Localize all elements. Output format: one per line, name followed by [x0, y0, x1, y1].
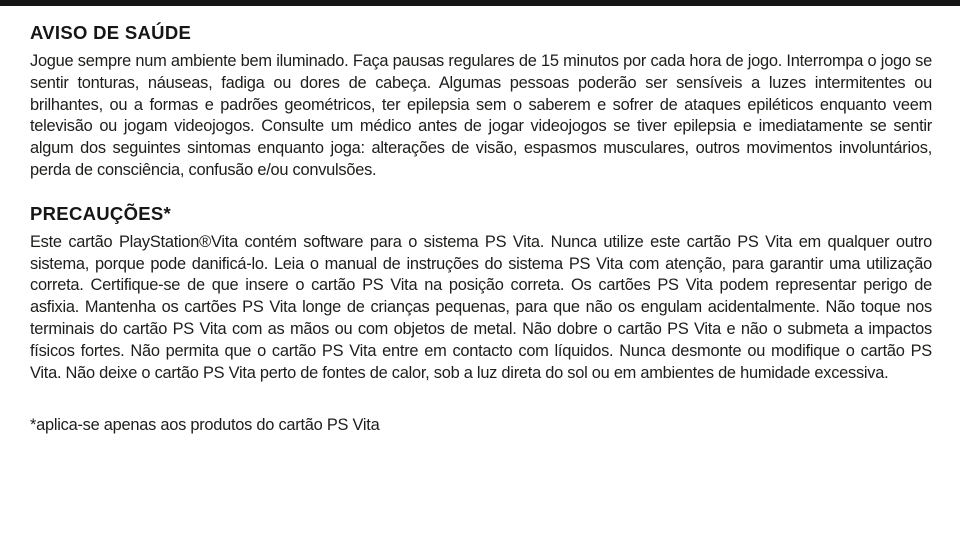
health-warning-body: Jogue sempre num ambiente bem iluminado. Faça pausas regulares de 15 minutos por cada hora de jogo. Interrompa o jogo se sentir tonturas, náuseas, fadiga ou dores de cabeça. Algumas pessoas poderão ser sensíveis a luzes intermitentes ou brilhantes, ou a formas e padrões geométricos, ter epilepsia sem o saberem e sofrer de ataques epiléticos enquanto veem televisão ou jogam videojogos. Consulte um médico antes de jogar videojogos se tiver epilepsia e imediatamente se sentir algum dos seguintes sintomas enquanto joga: alterações de visão, espasmos musculares, outros movimentos involuntários, perda de consciência, confusão e/ou convulsões.	[30, 52, 932, 179]
top-rule-divider	[0, 0, 960, 6]
page-content	[30, 22, 932, 437]
precautions-body: Este cartão PlayStation®Vita contém software para o sistema PS Vita. Nunca utilize este cartão PS Vita em qualquer outro sistema, porque pode danificá-lo. Leia o manual de instruções do sistema PS Vita com atenção, para garantir uma utilização correta. Certifique-se de que insere o cartão PS Vita na posição correta. Os cartões PS Vita podem representar perigo de asfixia. Mantenha os cartões PS Vita longe de crianças pequenas, para que não os engulam acidentalmente. Não toque nos terminais do cartão PS Vita com as mãos ou com objetos de metal. Não dobre o cartão PS Vita e não o submeta a impactos físicos fortes. Não permita que o cartão PS Vita entre em contacto com líquidos. Nunca desmonte ou modifique o cartão PS Vita. Não deixe o cartão PS Vita perto de fontes de calor, sob a luz direta do sol ou em ambientes de humidade excessiva.	[30, 232, 932, 382]
precautions-heading: PRECAUÇÕES*	[30, 202, 172, 224]
health-warning-heading: AVISO DE SAÚDE	[30, 22, 192, 43]
footnote: *aplica-se apenas aos produtos do cartão PS Vita	[30, 416, 380, 435]
